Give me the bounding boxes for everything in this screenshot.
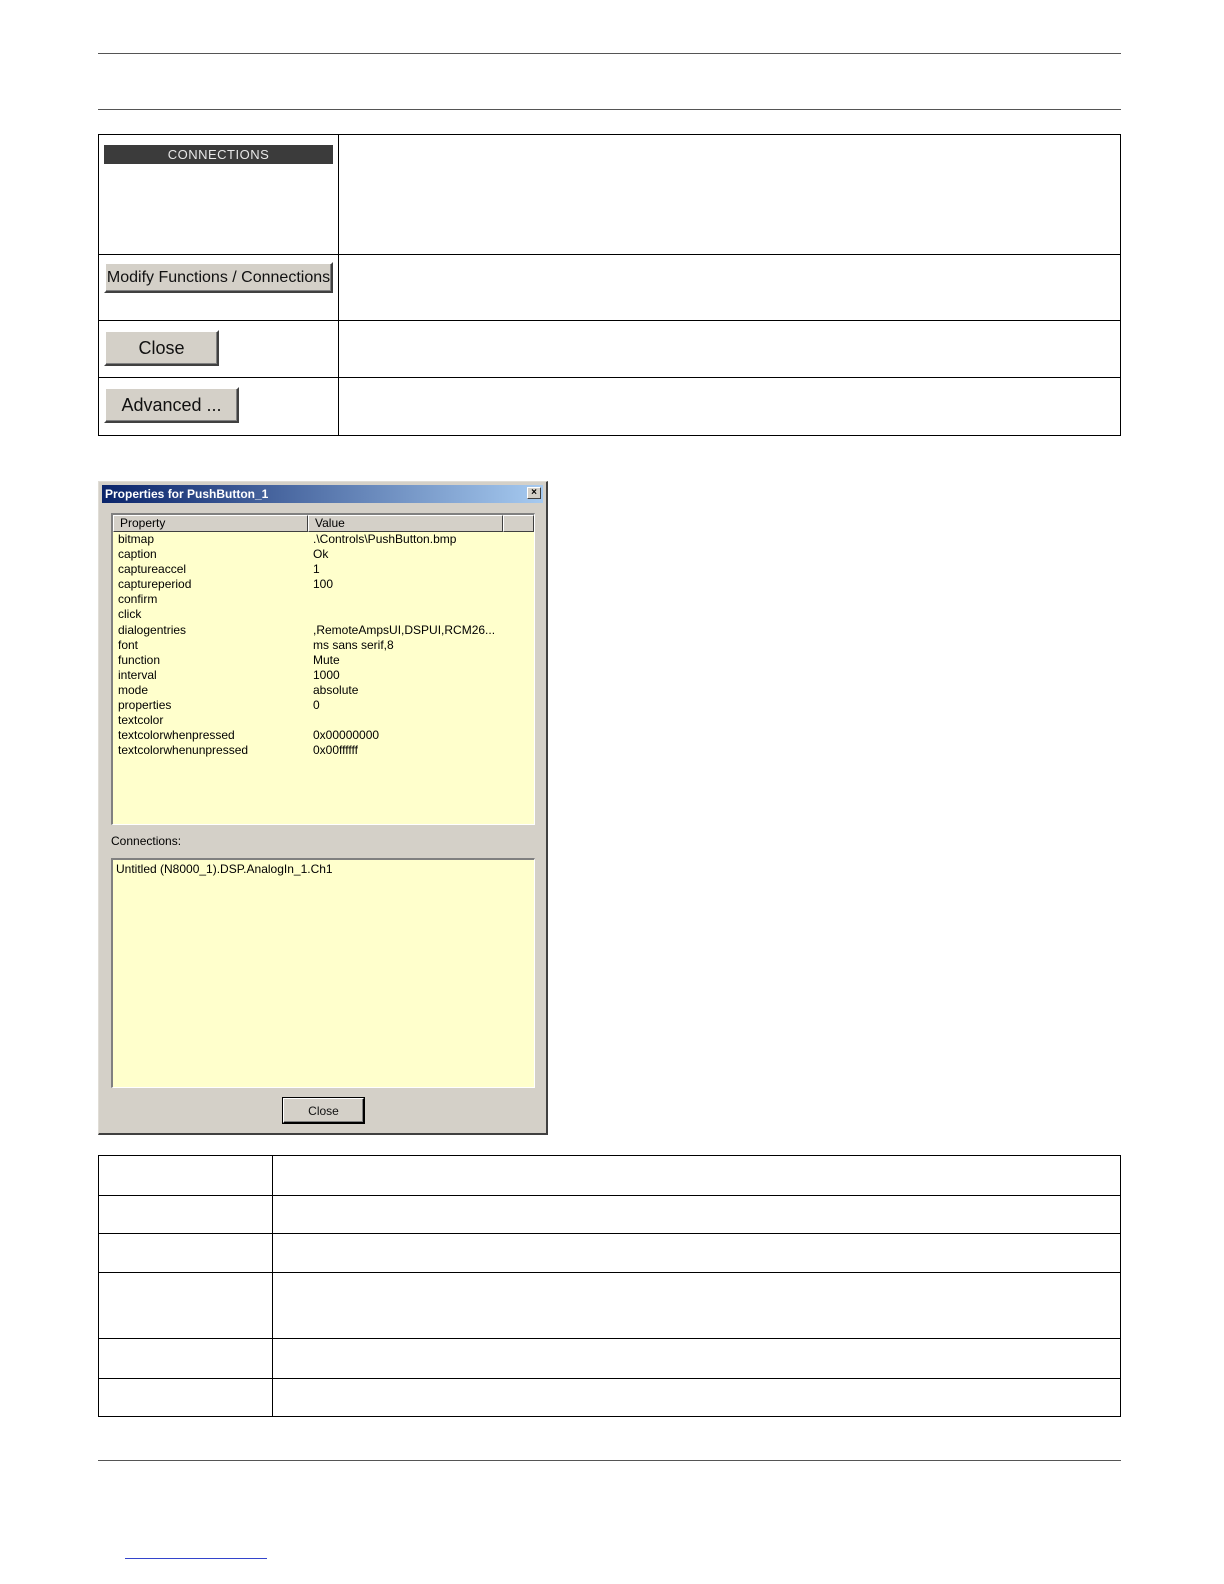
property-name: function [118,652,161,667]
advanced-button[interactable]: Advanced ... [104,387,239,423]
table-row [99,1234,1121,1273]
property-value: 0x00000000 [313,728,380,743]
table-row[interactable] [113,653,534,668]
property-name: textcolorwhenunpressed [118,743,249,758]
table-row[interactable] [113,668,534,683]
property-value: ms sans serif,8 [313,637,394,652]
column-header-value[interactable]: Value [308,515,503,532]
property-value: ,RemoteAmpsUI,DSPUI,RCM26... [313,622,496,637]
description-cell [339,378,1121,436]
list-header [113,515,534,532]
property-value: absolute [313,682,359,697]
property-name: textcolor [118,713,164,728]
table-row [99,1196,1121,1234]
property-value: .\Controls\PushButton.bmp [313,532,457,546]
table-row [99,378,1121,436]
description-cell [339,135,1121,255]
property-name: captureaccel [118,562,187,577]
property-name: captureperiod [118,577,192,592]
table-row [99,135,1121,255]
table-row[interactable] [113,532,534,547]
table-row[interactable] [113,713,534,728]
table-row [99,1339,1121,1379]
property-value: Ok [313,547,329,562]
property-value [310,607,534,622]
table-row[interactable] [113,698,534,713]
property-name: mode [118,682,149,697]
close-icon[interactable]: × [527,487,541,499]
list-item[interactable]: Untitled (N8000_1).DSP.AnalogIn_1.Ch1 [116,862,333,876]
connections-label: Connections: [111,834,182,848]
property-name: properties [118,698,172,713]
connections-header: CONNECTIONS [104,145,333,164]
property-value: 1 [313,562,320,577]
dialog-close-button[interactable]: Close [283,1098,364,1123]
table-row[interactable] [113,728,534,743]
table-row [99,1156,1121,1196]
property-value: 1000 [313,667,340,682]
close-button[interactable]: Close [104,330,219,366]
table-row[interactable] [113,623,534,638]
property-name: dialogentries [118,622,187,637]
footer-link-underline[interactable] [125,1558,267,1559]
property-value: 0 [313,698,320,713]
description-cell [339,321,1121,378]
table-row[interactable] [113,638,534,653]
connections-list[interactable] [111,858,535,1088]
column-header-extra [503,515,534,532]
property-value: Mute [313,652,340,667]
property-description-table [98,1155,1121,1417]
description-cell [339,255,1121,321]
footer-rule [98,1460,1121,1461]
table-row[interactable] [113,743,534,758]
table-row[interactable] [113,683,534,698]
table-row [99,1273,1121,1339]
property-value [310,713,534,728]
property-name: click [118,607,142,622]
property-value: 0x00ffffff [313,743,358,758]
property-name: caption [118,547,157,562]
property-list[interactable] [111,513,535,825]
header-rule-top [98,53,1121,54]
header-rule-bottom [98,109,1121,110]
table-row [99,321,1121,378]
table-row [99,1379,1121,1417]
properties-dialog [98,481,548,1135]
table-row[interactable] [113,607,534,622]
property-name: textcolorwhenpressed [118,728,235,743]
property-rows [113,532,534,758]
property-value: 100 [313,577,334,592]
table-row[interactable] [113,592,534,607]
ui-elements-table [98,134,1121,436]
table-row[interactable] [113,562,534,577]
modify-functions-connections-button[interactable]: Modify Functions / Connections [104,262,333,293]
dialog-title: Properties for PushButton_1 [105,487,269,501]
property-name: bitmap [118,532,155,546]
property-name: confirm [118,592,158,607]
property-name: font [118,637,139,652]
table-row[interactable] [113,547,534,562]
property-name: interval [118,667,157,682]
column-header-property[interactable]: Property [113,515,308,532]
table-row[interactable] [113,577,534,592]
table-row [99,255,1121,321]
property-value [310,592,534,607]
dialog-titlebar [102,485,543,503]
